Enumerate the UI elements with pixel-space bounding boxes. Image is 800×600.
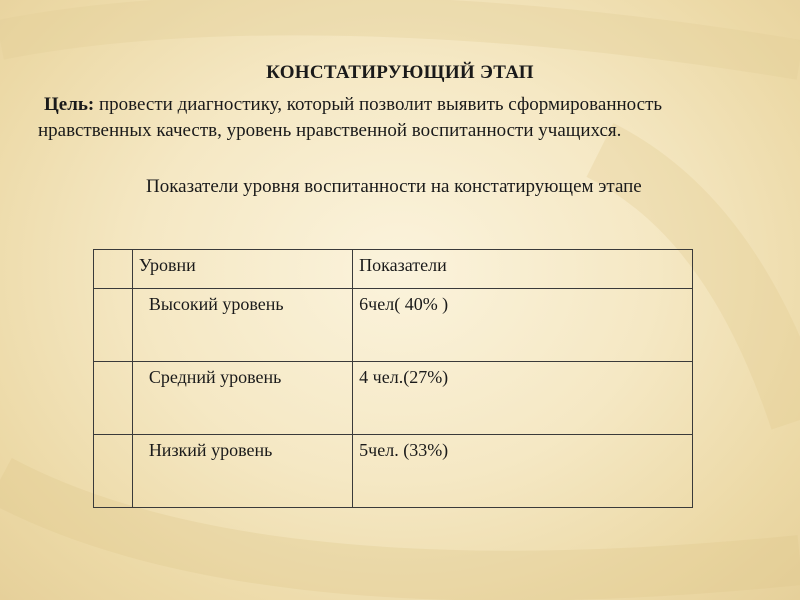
- goal-line-1: [38, 92, 778, 118]
- levels-table: [93, 249, 693, 508]
- goal-paragraph: [38, 92, 778, 144]
- table-cell-empty: [94, 362, 133, 435]
- table-cell-empty: [94, 289, 133, 362]
- table-row: [94, 289, 693, 362]
- table-cell: [353, 289, 693, 362]
- table-header-cell: [353, 250, 693, 289]
- table-cell-empty: [94, 250, 133, 289]
- row-level: Низкий уровень: [148, 440, 273, 460]
- row-indicator: 5чел. (33%): [359, 440, 449, 460]
- row-level: Средний уровень: [148, 367, 282, 387]
- table-cell: [132, 435, 352, 508]
- goal-text-2: нравственных качеств, уровень нравственной воспитанности учащихся.: [38, 120, 622, 141]
- table-header-cell: [132, 250, 352, 289]
- table-row: [94, 362, 693, 435]
- slide-title: КОНСТАТИРУЮЩИЙ ЭТАП: [266, 62, 534, 83]
- row-indicator: 4 чел.(27%): [359, 367, 449, 387]
- table-cell-empty: [94, 435, 133, 508]
- goal-label: Цель:: [44, 94, 95, 115]
- table-subtitle: Показатели уровня воспитанности на констатирующем этапе: [146, 176, 642, 197]
- table-cell: [353, 435, 693, 508]
- table-row: [94, 435, 693, 508]
- goal-text-1: провести диагностику, который позволит выявить сформированность: [94, 94, 663, 115]
- table-cell: [132, 362, 352, 435]
- header-indicators: Показатели: [359, 255, 447, 275]
- table-cell: [132, 289, 352, 362]
- table-header-row: [94, 250, 693, 289]
- table-cell: [353, 362, 693, 435]
- header-levels: Уровни: [138, 255, 196, 275]
- row-level: Высокий уровень: [148, 294, 284, 314]
- row-indicator: 6чел( 40% ): [359, 294, 449, 314]
